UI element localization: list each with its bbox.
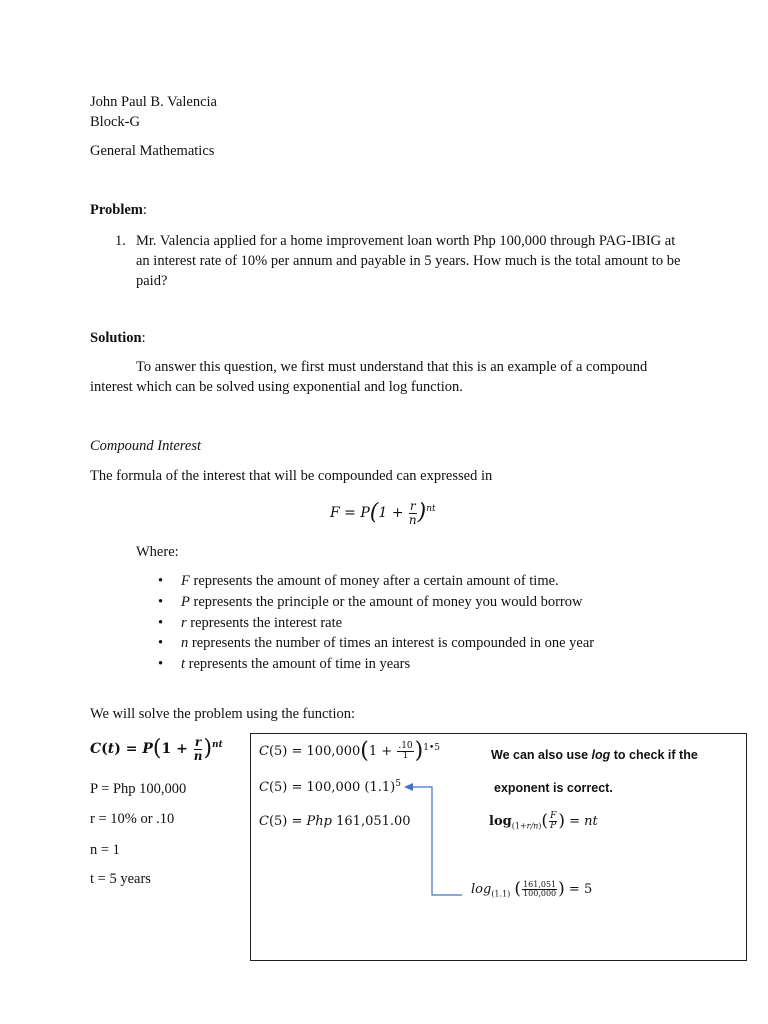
- list-item: • r represents the interest rate: [158, 613, 594, 634]
- problem-text: Mr. Valencia applied for a home improvement loan worth Php 100,000 through PAG-IBIG at an interest rate of 10% per annum and payable in 5 years. How much is the total amount to be paid?: [136, 233, 681, 289]
- log-check-note-line1: We can also use log to check if the: [491, 748, 698, 762]
- given-n: n = 1: [90, 842, 120, 858]
- calc-step-2: C(5) = 100,000 $(1.1)^5$: [259, 779, 401, 795]
- problem-number: 1.: [115, 233, 126, 249]
- calc-step-1: C(5) = 100,000(1 + $\frac{.10}{1}$ )$^{1•5}$: [259, 738, 441, 764]
- compound-interest-heading: Compound Interest: [90, 438, 202, 454]
- solution-heading: Solution:: [90, 330, 146, 346]
- log-check-result: $\log_{(1.1)}$ ( $\frac{161,051}{100,000}$ ) = 5: [471, 879, 593, 899]
- log-check-note-line2: exponent is correct.: [494, 781, 613, 795]
- given-principal: P = Php 100,000: [90, 781, 187, 797]
- subject-label: General Mathematics: [90, 143, 215, 159]
- where-label: Where:: [136, 544, 179, 560]
- student-name: John Paul B. Valencia: [90, 94, 217, 110]
- formula-intro: The formula of the interest that will be compounded can expressed in: [90, 468, 493, 484]
- given-time: t = 5 years: [90, 871, 151, 887]
- list-item: • t represents the amount of time in years: [158, 654, 594, 675]
- function-formula: C(t) = P(1 + $\frac{r}{n}$ )$^{nt}$: [90, 734, 223, 763]
- solution-paragraph: To answer this question, we first must understand that this is an example of a compound interest which can be solved using exponential and log function.: [90, 359, 648, 395]
- log-check-formula: $\log_{(1+r/n)}$( $\frac{F}{P}$ ) = nt: [489, 810, 598, 831]
- given-rate: r = 10% or .10: [90, 811, 175, 827]
- list-item: • n represents the number of times an interest is compounded in one year: [158, 633, 594, 654]
- calc-result: C(5) = Php 161,051.00: [259, 814, 411, 829]
- compound-interest-formula: F = P(1 + $\frac{r}{n}$ )$^{nt}$: [330, 498, 436, 527]
- solve-intro: We will solve the problem using the function:: [90, 706, 356, 722]
- problem-heading: Problem:: [90, 202, 147, 218]
- list-item: • P represents the principle or the amount of money you would borrow: [158, 592, 594, 613]
- list-item: • F represents the amount of money after a certain amount of time.: [158, 571, 594, 592]
- arrow-line: [412, 787, 462, 895]
- arrow-head: [404, 783, 413, 791]
- block-label: Block-G: [90, 114, 140, 130]
